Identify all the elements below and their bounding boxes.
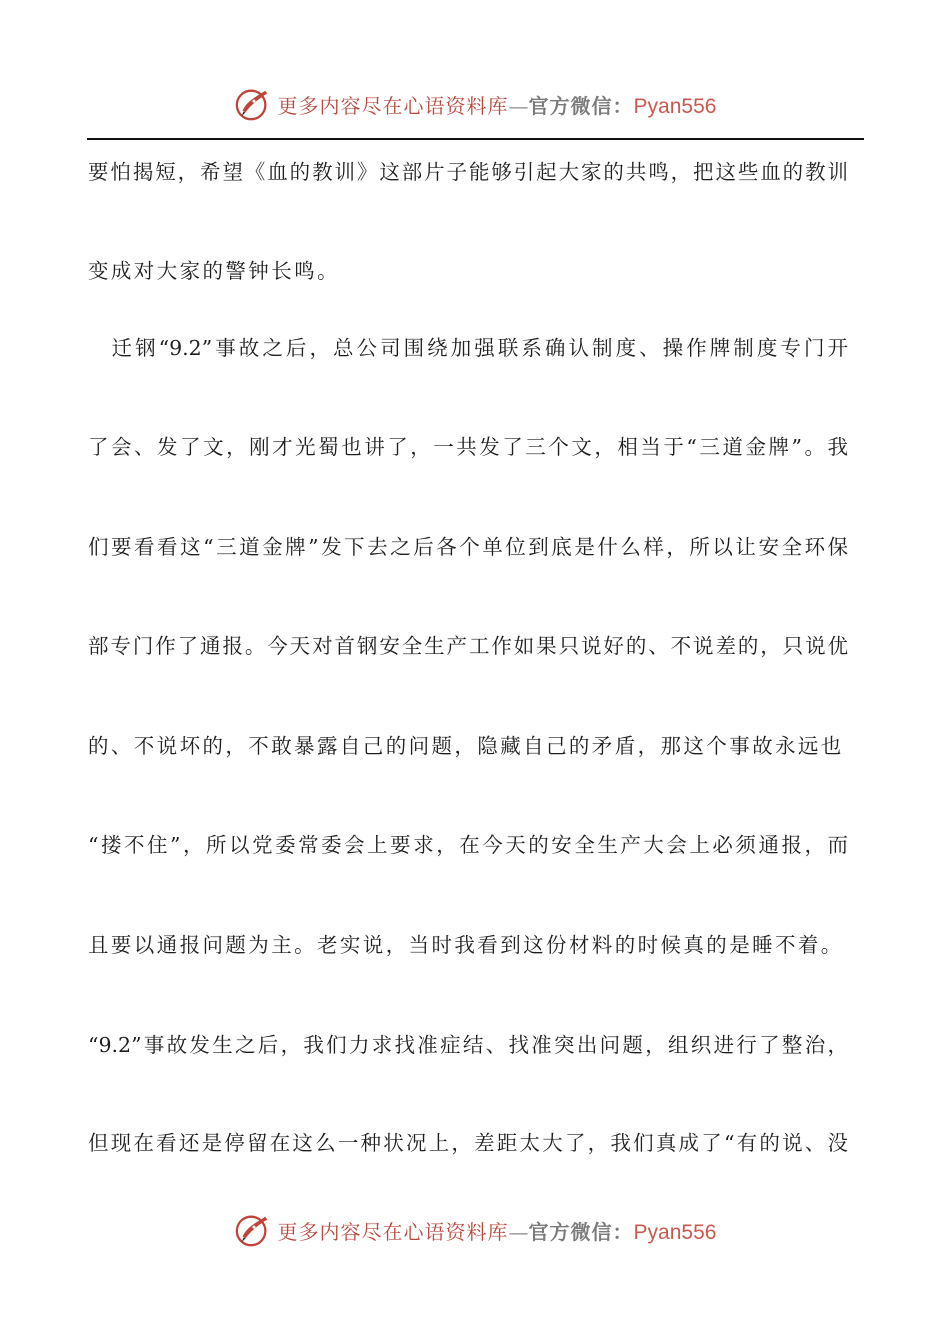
text-line-1: 要怕揭短，希望《血的教训》这部片子能够引起大家的共鸣，把这些血的教训: [88, 160, 848, 184]
banner-wechat-label: 官方微信：: [528, 93, 634, 118]
header-banner: [0, 84, 950, 124]
text-line-6: 部专门作了通报。今天对首钢安全生产工作如果只说好的、不说差的，只说优: [88, 634, 848, 658]
header-divider: [87, 138, 864, 140]
text-line-10: “9.2”事故发生之后，我们力求找准症结、找准突出问题，组织进行了整治，: [88, 1033, 848, 1057]
banner-site-name: 更多内容尽在心语资料库: [277, 1219, 509, 1244]
banner-wechat-id: Pyan556: [633, 1220, 717, 1244]
text-line-9: 且要以通报问题为主。老实说，当时我看到这份材料的时候真的是睡不着。: [88, 933, 844, 957]
text-line-5: 们要看看这“三道金牌”发下去之后各个单位到底是什么样，所以让安全环保: [88, 535, 848, 559]
banner-wechat-id: Pyan556: [633, 94, 717, 118]
banner-dash: —: [508, 93, 529, 118]
banner-site-name: 更多内容尽在心语资料库: [277, 93, 509, 118]
banner-wechat-label: 官方微信：: [528, 1219, 634, 1244]
text-line-7: 的、不说坏的，不敢暴露自己的问题，隐藏自己的矛盾，那这个事故永远也: [88, 734, 844, 758]
text-line-8: “搂不住”，所以党委常委会上要求，在今天的安全生产大会上必须通报，而: [88, 833, 848, 857]
footer-banner: [0, 1210, 950, 1250]
text-line-4: 了会、发了文，刚才光蜀也讲了，一共发了三个文，相当于“三道金牌”。我: [88, 435, 848, 459]
footer-banner-text: [278, 1216, 717, 1245]
pen-nib-logo-icon: [234, 1211, 272, 1249]
text-line-11: 但现在看还是停留在这么一种状况上，差距太大了，我们真成了“有的说、没: [88, 1131, 848, 1155]
text-line-2: 变成对大家的警钟长鸣。: [88, 259, 340, 283]
pen-nib-logo-icon: [234, 85, 272, 123]
header-banner-text: [278, 90, 717, 119]
header-banner-content: [234, 85, 717, 123]
footer-banner-content: [234, 1211, 717, 1249]
banner-dash: —: [508, 1219, 529, 1244]
text-line-3: 迁钢“9.2”事故之后，总公司围绕加强联系确认制度、操作牌制度专门开: [88, 336, 848, 360]
